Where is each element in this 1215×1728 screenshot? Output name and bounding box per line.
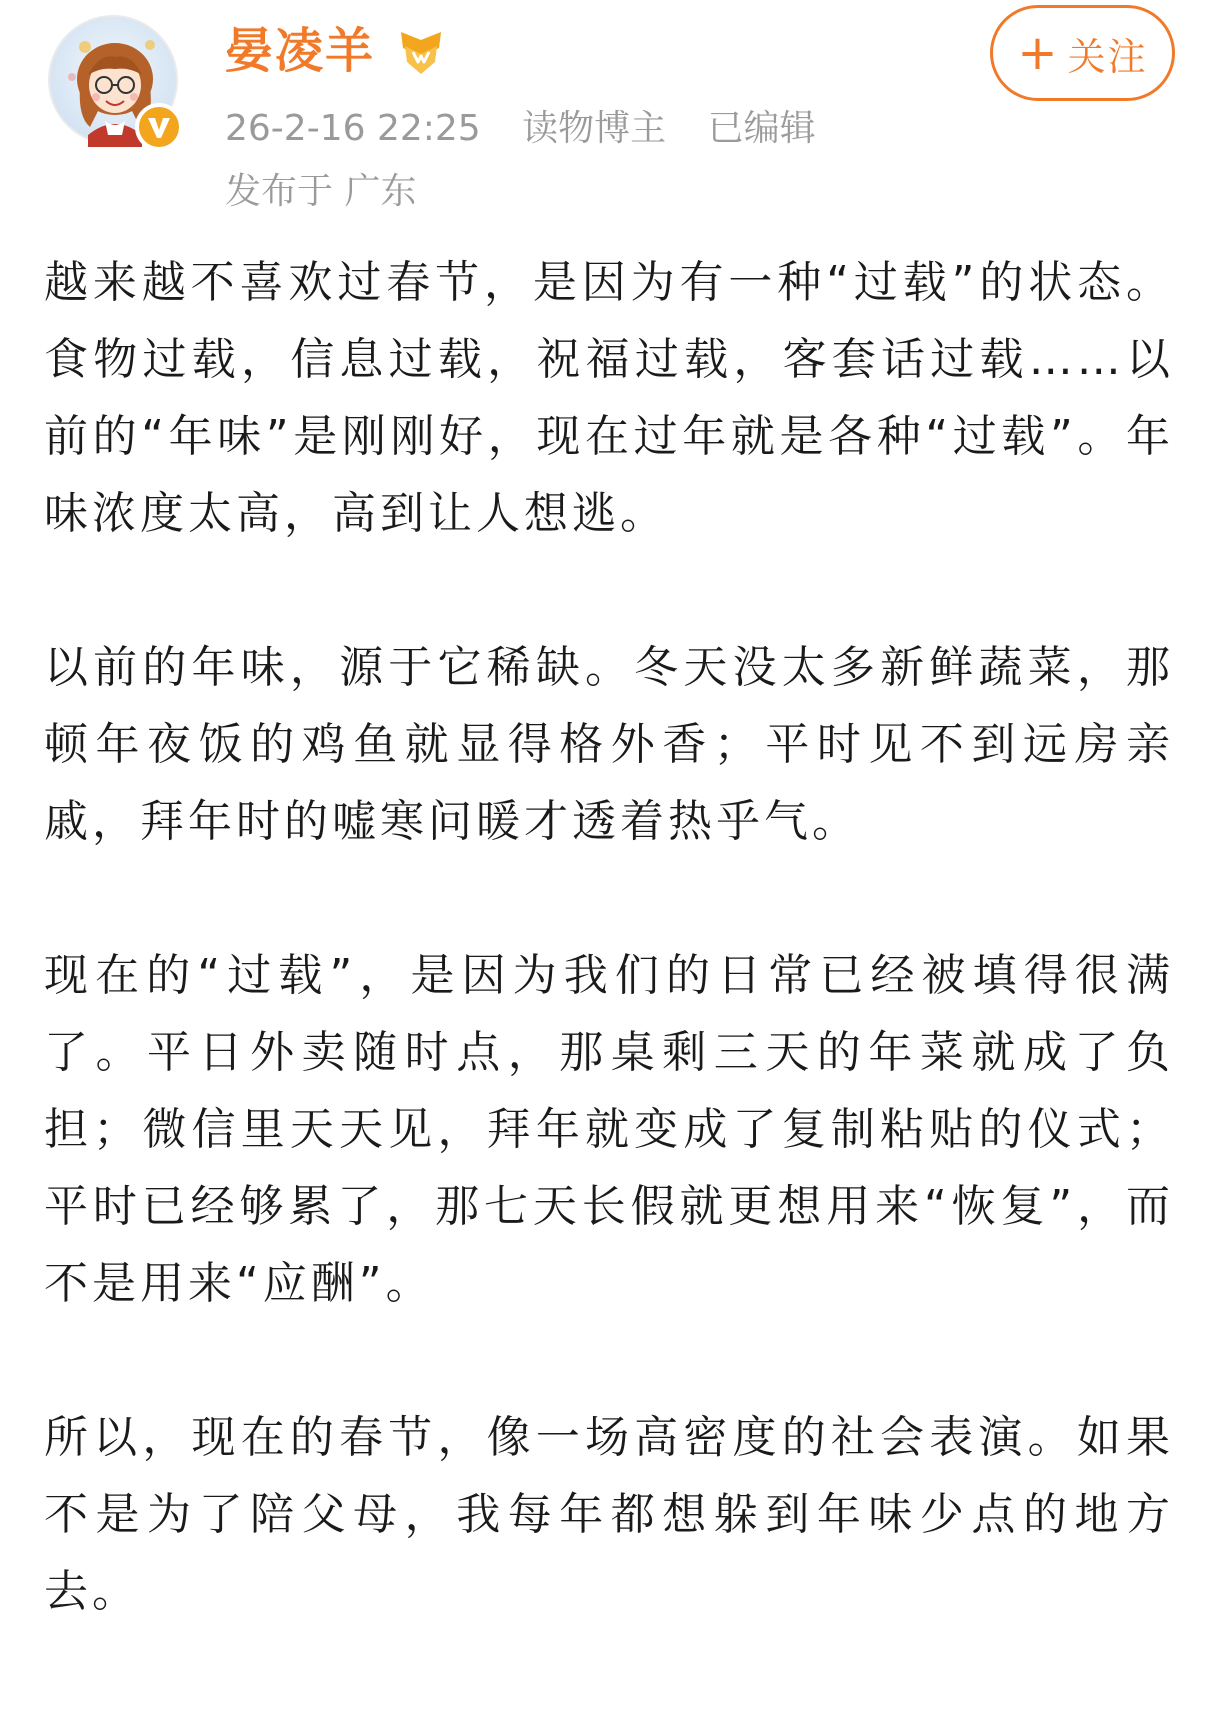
level-medal-icon[interactable] <box>395 28 447 78</box>
post-header <box>0 0 1215 220</box>
post-paragraph-1: 越来越不喜欢过春节，是因为有一种“过载”的状态。食物过载，信息过载，祝福过载，客套话过载……以前的“年味”是刚刚好，现在过年就是各种“过载”。年味浓度太高，高到让人想逃。 <box>44 257 1174 539</box>
author-name[interactable]: 晏凌羊 <box>225 23 376 79</box>
follow-button-label: 关注 <box>1067 34 1148 79</box>
post-body <box>44 244 1174 1630</box>
post-meta <box>225 105 816 153</box>
edited-label[interactable]: 已编辑 <box>707 108 816 149</box>
author-role: 读物博主 <box>522 108 667 149</box>
post-paragraph-3: 现在的“过载”，是因为我们的日常已经被填得很满了。平日外卖随时点，那桌剩三天的年菜就成了负担；微信里天天见，拜年就变成了复制粘贴的仪式；平时已经够累了，那七天长假就更想用来“恢复”，而不是用来“应酬”。 <box>44 950 1174 1309</box>
plus-icon: + <box>1017 25 1060 81</box>
post-timestamp: 26-2-16 22:25 <box>225 108 481 149</box>
follow-button[interactable] <box>990 5 1175 101</box>
post-paragraph-4: 所以，现在的春节，像一场高密度的社会表演。如果不是为了陪父母，我每年都想躲到年味少点的地方去。 <box>44 1412 1174 1617</box>
post-paragraph-2: 以前的年味，源于它稀缺。冬天没太多新鲜蔬菜，那顿年夜饭的鸡鱼就显得格外香；平时见不到远房亲戚，拜年时的嘘寒问暖才透着热乎气。 <box>44 642 1174 847</box>
verified-v-icon <box>135 103 183 151</box>
post-location: 发布于 广东 <box>225 171 417 212</box>
